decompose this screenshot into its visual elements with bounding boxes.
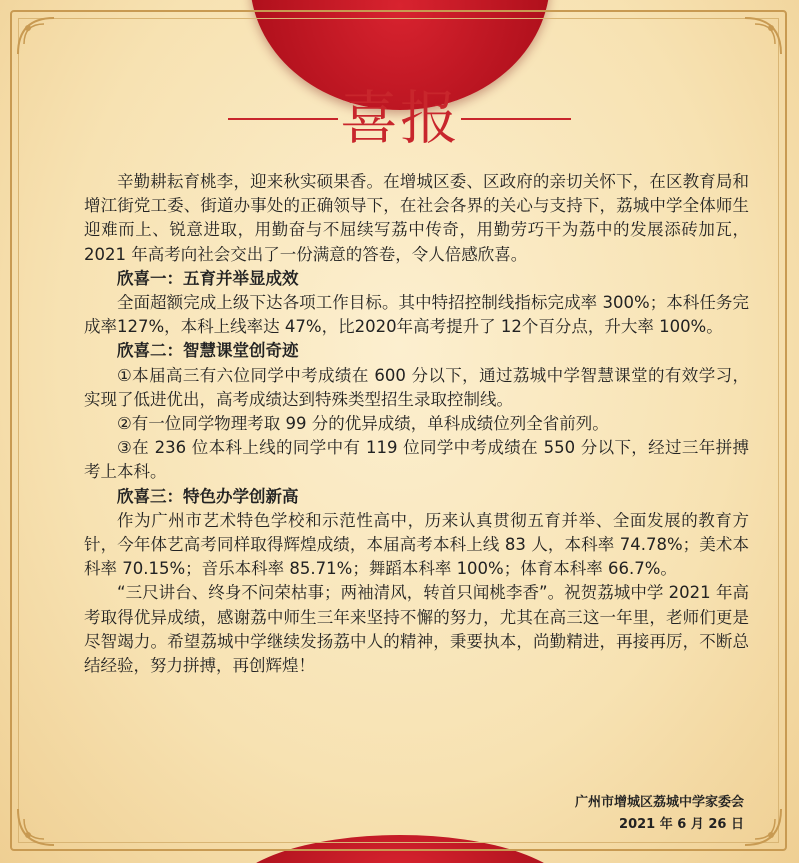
intro-paragraph: 辛勤耕耘育桃李，迎来秋实硕果香。在增城区委、区政府的亲切关怀下，在区教育局和增江街党工委、街道办事处的正确领导下，在社会各界的关心与支持下，荔城中学全体师生迎难而上、锐意进取，用勤奋与不屈续写荔中传奇，用勤劳巧干为荔中的发展添砖加瓦，2021 年高考向社会交出了一份满意的答卷，令人倍感欣喜。 xyxy=(84,172,749,264)
page-title: 喜报 xyxy=(340,84,461,152)
corner-ornament-icon xyxy=(14,789,74,849)
section-heading-1: 欣喜一：五育并举显成效 xyxy=(117,268,299,288)
signature-date: 2021 年 6 月 26 日 xyxy=(619,817,744,832)
title-line-left xyxy=(228,118,338,120)
section-heading-3: 欣喜三：特色办学创新高 xyxy=(117,486,299,506)
title-line-right xyxy=(461,118,571,120)
section-2-item-1: ①本届高三有六位同学中考成绩在 600 分以下，通过荔城中学智慧课堂的有效学习，实现了低进优出，高考成绩达到特殊类型招生录取控制线。 xyxy=(84,365,749,409)
corner-ornament-icon xyxy=(725,14,785,74)
signature-block xyxy=(575,792,744,836)
section-2-item-2: ②有一位同学物理考取 99 分的优异成绩，单科成绩位列全省前列。 xyxy=(117,414,609,434)
section-heading-2: 欣喜二：智慧课堂创奇迹 xyxy=(117,341,299,361)
title-row xyxy=(0,78,799,158)
section-2-item-3: ③在 236 位本科上线的同学中有 119 位同学中考成绩在 550 分以下，经过三年拼搏考上本科。 xyxy=(84,438,749,482)
announcement-body xyxy=(84,170,749,678)
section-1-paragraph: 全面超额完成上级下达各项工作目标。其中特招控制线指标完成率 300%；本科任务完成率127%，本科上线率达 47%，比2020年高考提升了 12个百分点，升大率 100%。 xyxy=(84,293,749,337)
section-3-paragraph: 作为广州市艺术特色学校和示范性高中，历来认真贯彻五育并举、全面发展的教育方针，今年体艺高考同样取得辉煌成绩，本届高考本科上线 83 人，本科率 74.78%；美术本科率 70.15%；音乐本科率 85.71%；舞蹈本科率 100%；体育本科率 66.7%。 xyxy=(84,510,749,579)
closing-paragraph: “三尺讲台、终身不问荣枯事；两袖清风，转首只闻桃李香”。祝贺荔城中学 2021 年高考取得优异成绩，感谢荔中师生三年来坚持不懈的努力，尤其在高三这一年里，老师们更是尽智竭力。希望荔城中学继续发扬荔中人的精神，秉要执本，尚勤精进，再接再厉，不断总结经验，努力拼搏，再创辉煌！ xyxy=(84,583,749,676)
corner-ornament-icon xyxy=(14,14,74,74)
signature-org: 广州市增城区荔城中学家委会 xyxy=(574,795,744,810)
